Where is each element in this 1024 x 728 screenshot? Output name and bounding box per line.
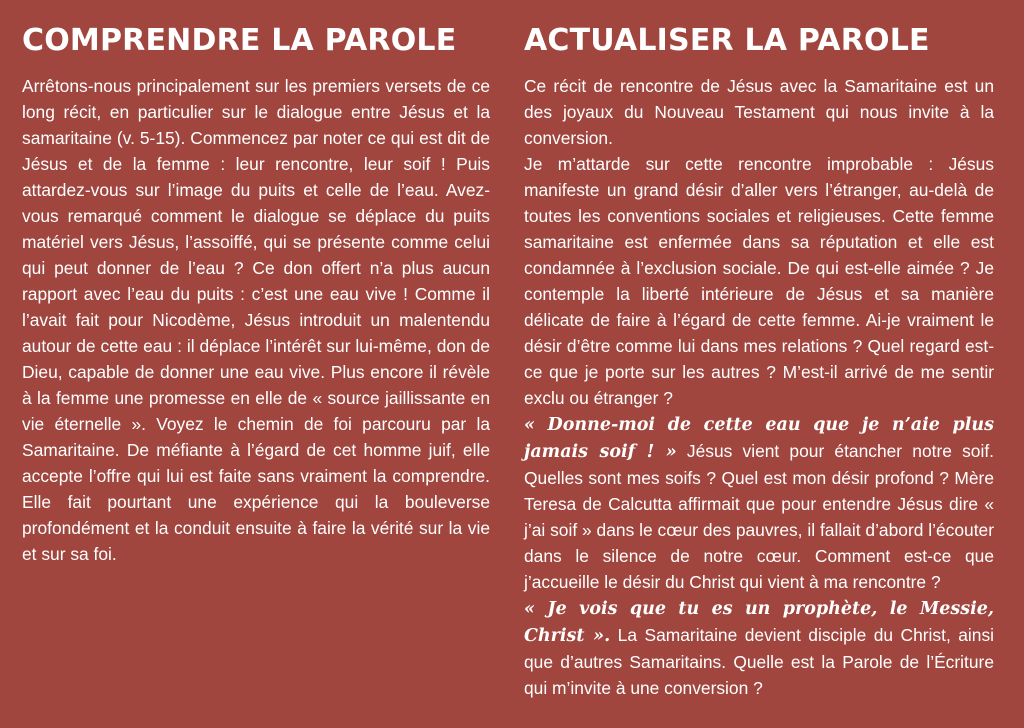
intro-paragraph: Ce récit de rencontre de Jésus avec la Samaritaine est un des joyaux du Nouveau Testament qui nous invite à la conversion. xyxy=(524,76,994,148)
actualiser-body xyxy=(524,73,994,701)
comprendre-section xyxy=(22,22,490,567)
comprendre-body: Arrêtons-nous principalement sur les premiers versets de ce long récit, en particulier sur le dialogue entre Jésus et la samaritaine (v. 5-15). Commencez par noter ce qui est dit de Jésus et de la femme : leur rencontre, leur soif ! Puis attardez-vous sur l’image du puits et celle de l’eau. Avez-vous remarqué comment le dialogue se déplace du puits matériel vers Jésus, l’assoiffé, qui se présente comme celui qui peut donner de l’eau ? Ce don offert n’a plus aucun rapport avec l’eau du puits : c’est une eau vive ! Comme il l’avait fait pour Nicodème, Jésus introduit un malentendu autour de cette eau : il déplace l’intérêt sur lui-même, don de Dieu, capable de donner une eau vive. Plus encore il révèle à la femme une promesse en elle de « source jaillissante en vie éternelle ». Voyez le chemin de foi parcouru par la Samaritaine. De méfiante à l’égard de cet homme juif, elle accepte l’offre qui lui est faite sans vraiment la comprendre. Elle fait pourtant une expérience qui la bouleverse profondément et la conduit ensuite à faire la vérité sur la vie et sur sa foi. xyxy=(22,76,490,564)
soif-paragraph xyxy=(524,411,994,595)
actualiser-heading: ACTUALISER LA PAROLE xyxy=(524,23,930,58)
scripture-quote-soif: « Donne-moi de cette eau que je n’aie plus jamais soif ! » xyxy=(524,415,994,462)
soif-text: Jésus vient pour étancher notre soif. Quelles sont mes soifs ? Quel est mon désir profond ? Mère Teresa de Calcutta affirmait que pour entendre Jésus dire « j’ai soif » dans le cœur des pauvres, il fallait d’abord l’écouter dans le silence de notre cœur. Comment est-ce que j’accueille le désir du Christ qui vient à ma rencontre ? xyxy=(524,441,995,592)
scripture-quote-prophete: « Je vois que tu es un prophète, le Messie, Christ ». xyxy=(524,599,994,646)
reflection-paragraph: Je m’attarde sur cette rencontre improbable : Jésus manifeste un grand désir d’aller vers l’étranger, au-delà de toutes les conventions sociales et religieuses. Cette femme samaritaine est enfermée dans sa réputation et elle est condamnée à l’exclusion sociale. De qui est-elle aimée ? Je contemple la liberté intérieure de Jésus et sa manière délicate de faire à l’égard de cette femme. Ai-je vraiment le désir d’être comme lui dans mes relations ? Quel regard est-ce que je porte sur les autres ? M’est-il arrivé de me sentir exclu ou étranger ? xyxy=(524,154,994,408)
prophete-paragraph xyxy=(524,595,994,701)
comprendre-heading: COMPRENDRE LA PAROLE xyxy=(22,23,457,58)
prophete-text: La Samaritaine devient disciple du Christ, ainsi que d’autres Samaritains. Quelle est la Parole de l’Écriture qui m’invite à une conversion ? xyxy=(524,625,995,698)
actualiser-section xyxy=(524,22,994,701)
